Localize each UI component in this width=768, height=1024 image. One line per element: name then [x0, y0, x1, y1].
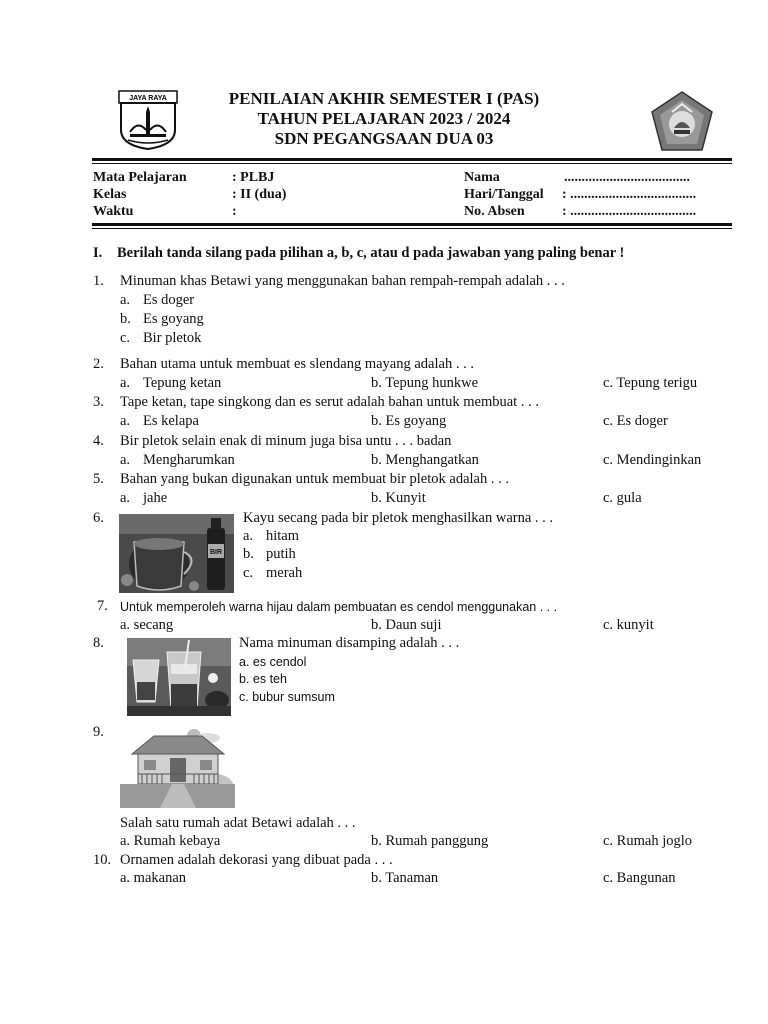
q3-option-a-letter: a.: [120, 413, 131, 429]
q6-text: Kayu secang pada bir pletok menghasilkan warna . . .: [243, 510, 554, 526]
es-cendol-photo: [127, 638, 231, 716]
bottle-label: BIR: [209, 549, 223, 556]
q2-number: 2.: [93, 356, 104, 372]
q3-option-c: c. Es doger: [603, 413, 668, 429]
info-divider-thin: [92, 228, 732, 229]
q5-option-a-letter: a.: [120, 490, 131, 506]
absen-label: No. Absen: [464, 204, 525, 219]
subject-label: Mata Pelajaran: [93, 170, 187, 185]
q7-option-a: a. secang: [120, 617, 174, 633]
q5-option-a: jahe: [143, 490, 168, 506]
q10-option-a: a. makanan: [120, 870, 187, 886]
jakarta-logo: [118, 90, 178, 150]
q6-option-a: hitam: [266, 528, 300, 544]
q8-text: Nama minuman disamping adalah . . .: [239, 635, 460, 651]
q10-number: 10.: [93, 852, 112, 868]
q1-option-c: Bir pletok: [143, 330, 202, 346]
time-label: Waktu: [93, 204, 134, 219]
q2-option-b: b. Tepung hunkwe: [371, 375, 479, 391]
q4-number: 4.: [93, 433, 104, 449]
q10-option-b: b. Tanaman: [371, 870, 439, 886]
header-title-1: PENILAIAN AKHIR SEMESTER I (PAS): [228, 89, 540, 108]
q5-option-b: b. Kunyit: [371, 490, 426, 506]
q1-option-a: Es doger: [143, 292, 195, 308]
bir-pletok-photo: [119, 514, 234, 593]
q4-text: Bir pletok selain enak di minum juga bisa untu . . . badan: [120, 433, 452, 449]
q1-option-a-letter: a.: [120, 292, 131, 308]
day-field: : ....................................: [562, 187, 697, 202]
q8-option-b: b. es teh: [239, 672, 287, 686]
class-value: : II (dua): [232, 187, 287, 202]
q8-option-a: a. es cendol: [239, 655, 307, 669]
q9-number: 9.: [93, 724, 104, 740]
rumah-adat-illustration: [120, 726, 235, 808]
time-value: :: [232, 204, 237, 219]
q5-option-c: c. gula: [603, 490, 642, 506]
q6-option-b-letter: b.: [243, 546, 254, 562]
q8-number: 8.: [93, 635, 104, 651]
q9-option-b: b. Rumah panggung: [371, 833, 489, 849]
q4-option-c: c. Mendinginkan: [603, 452, 702, 468]
q9-text: Salah satu rumah adat Betawi adalah . . .: [120, 815, 356, 831]
q3-option-a: Es kelapa: [143, 413, 199, 429]
q2-option-a-letter: a.: [120, 375, 131, 391]
absen-field: : ....................................: [562, 204, 697, 219]
q3-option-b: b. Es goyang: [371, 413, 447, 429]
q7-text: Untuk memperoleh warna hijau dalam pembuatan es cendol menggunakan . . .: [120, 600, 558, 614]
name-field: ....................................: [564, 170, 690, 185]
q3-number: 3.: [93, 394, 104, 410]
header-divider: [92, 158, 732, 161]
q4-option-a-letter: a.: [120, 452, 131, 468]
q6-option-c: merah: [266, 565, 303, 581]
header-divider-thin: [92, 163, 732, 164]
school-logo: [650, 90, 714, 152]
q9-option-a: a. Rumah kebaya: [120, 833, 221, 849]
q2-option-c: c. Tepung terigu: [603, 375, 698, 391]
header-school-name: SDN PEGANGSAAN DUA 03: [274, 129, 494, 148]
name-label: Nama: [464, 170, 500, 185]
q9-option-c: c. Rumah joglo: [603, 833, 693, 849]
info-divider: [92, 223, 732, 226]
q1-text: Minuman khas Betawi yang menggunakan bahan rempah-rempah adalah . . .: [120, 273, 565, 289]
q5-number: 5.: [93, 471, 104, 487]
q1-option-c-letter: c.: [120, 330, 131, 346]
q6-option-a-letter: a.: [243, 528, 254, 544]
q2-option-a: Tepung ketan: [143, 375, 222, 391]
q1-option-b-letter: b.: [120, 311, 131, 327]
q7-option-c: c. kunyit: [603, 617, 654, 633]
q6-option-c-letter: c.: [243, 565, 254, 581]
q4-option-b: b. Menghangatkan: [371, 452, 479, 468]
q4-option-a: Mengharumkan: [143, 452, 235, 468]
q1-option-b: Es goyang: [143, 311, 204, 327]
header-title-2: TAHUN PELAJARAN 2023 / 2024: [257, 109, 511, 128]
section-instruction: Berilah tanda silang pada pilihan a, b, c, atau d pada jawaban yang paling benar !: [117, 245, 625, 261]
class-label: Kelas: [93, 187, 127, 202]
q10-text: Ornamen adalah dekorasi yang dibuat pada . . .: [120, 852, 393, 868]
q6-number: 6.: [93, 510, 104, 526]
q1-number: 1.: [93, 273, 104, 289]
logo-text: JAYA RAYA: [129, 95, 167, 102]
day-label: Hari/Tanggal: [464, 187, 544, 202]
q7-number: 7.: [97, 598, 108, 614]
q8-option-c: c. bubur sumsum: [239, 690, 335, 704]
q6-option-b: putih: [266, 546, 296, 562]
q5-text: Bahan yang bukan digunakan untuk membuat bir pletok adalah . . .: [120, 471, 509, 487]
q7-option-b: b. Daun suji: [371, 617, 442, 633]
q3-text: Tape ketan, tape singkong dan es serut adalah bahan untuk membuat . . .: [120, 394, 539, 410]
q2-text: Bahan utama untuk membuat es slendang mayang adalah . . .: [120, 356, 474, 372]
subject-value: : PLBJ: [232, 170, 275, 185]
q10-option-c: c. Bangunan: [603, 870, 676, 886]
section-number: I.: [93, 245, 103, 261]
